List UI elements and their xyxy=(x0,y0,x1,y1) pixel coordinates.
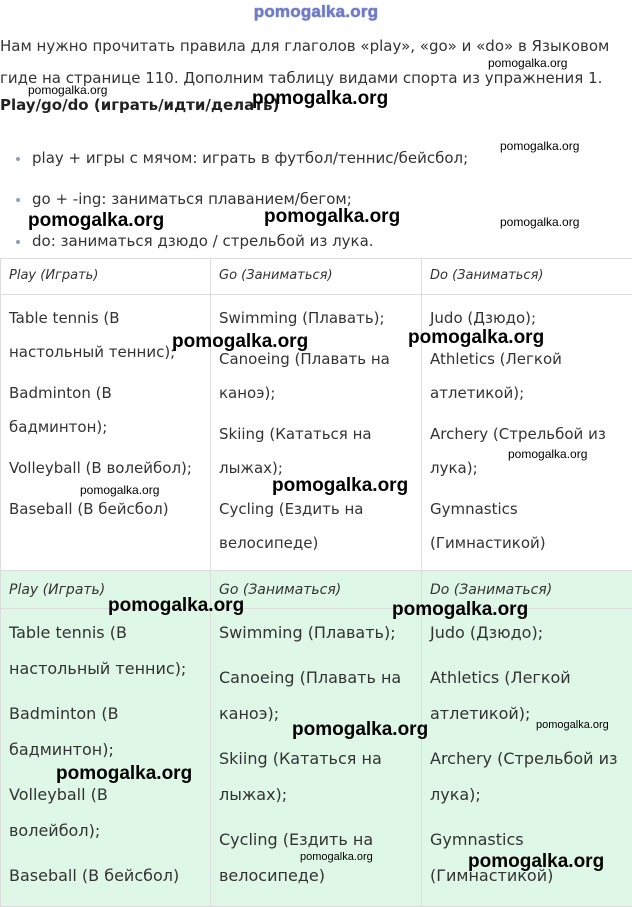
bullet-icon xyxy=(16,198,20,202)
table-entry: Athletics (Легкой атлетикой); xyxy=(430,342,624,410)
table-entry: Canoeing (Плавать на каноэ); xyxy=(219,660,413,732)
watermark: pomogalka.org xyxy=(80,483,159,497)
table-entry: Gymnastics (Гимнастикой) xyxy=(430,492,624,560)
list-item-text: go + -ing: заниматься плаванием/бегом; xyxy=(32,190,352,208)
table-entry: Badminton (В бадминтон); xyxy=(9,696,202,768)
table-entry: Cycling (Ездить на велосипеде) xyxy=(219,492,413,560)
table-entry: Volleyball (В волейбол); xyxy=(9,451,202,485)
table-entry: Swimming (Плавать); xyxy=(219,301,413,335)
watermark: pomogalka.org xyxy=(500,139,579,153)
watermark: pomogalka.org xyxy=(264,206,400,228)
column-header-play: Play (Играть) xyxy=(1,259,211,295)
watermark: pomogalka.org xyxy=(252,88,388,110)
column-header-go: Go (Заниматься) xyxy=(211,259,422,295)
watermark: pomogalka.org xyxy=(468,851,604,873)
watermark: pomogalka.org xyxy=(508,447,587,461)
table-header-row xyxy=(1,259,632,295)
table-entry: Cycling (Ездить на велосипеде) xyxy=(219,822,413,894)
bullet-icon xyxy=(16,157,20,161)
table-entry: Gymnastics (Гимнастикой) xyxy=(430,822,624,894)
section-heading: Play/go/do (играть/идти/делать) xyxy=(0,96,279,114)
table-entry: Table tennis (В настольный теннис); xyxy=(9,301,202,369)
table-entry: Badminton (В бадминтон); xyxy=(9,376,202,444)
table-entry: Volleyball (В волейбол); xyxy=(9,777,202,849)
table-entry: Baseball (В бейсбол) xyxy=(9,858,202,894)
table-entry: Archery (Стрельбой из лука); xyxy=(430,741,624,813)
table-entry: Athletics (Легкой атлетикой); xyxy=(430,660,624,732)
table-entry: Table tennis (В настольный теннис); xyxy=(9,615,202,687)
table-entry: Judo (Дзюдо); xyxy=(430,301,624,335)
intro-paragraph: Нам нужно прочитать правила для глаголов «play», «go» и «do» в Языковом гиде на странице 110. Дополним таблицу видами спорта из упражнения 1. xyxy=(0,30,628,94)
watermark: pomogalka.org xyxy=(292,719,428,741)
play-cell xyxy=(1,609,211,907)
bullet-icon xyxy=(16,240,20,244)
watermark: pomogalka.org xyxy=(408,327,544,349)
watermark: pomogalka.org xyxy=(172,331,308,353)
watermark: pomogalka.org xyxy=(28,210,164,232)
table-entry: Judo (Дзюдо); xyxy=(430,615,624,651)
watermark: pomogalka.org xyxy=(300,851,373,863)
watermark: pomogalka.org xyxy=(272,475,408,497)
table-entry: Archery (Стрельбой из лука); xyxy=(430,417,624,485)
table-entry: Baseball (В бейсбол) xyxy=(9,492,202,526)
sports-table xyxy=(0,258,632,572)
list-item-text: do: заниматься дзюдо / стрельбой из лука. xyxy=(32,232,374,250)
list-item-text: play + игры с мячом: играть в футбол/теннис/бейсбол; xyxy=(32,149,468,167)
watermark: pomogalka.org xyxy=(28,83,107,97)
table-header-row xyxy=(1,571,632,609)
column-header-do: Do (Заниматься) xyxy=(422,259,632,295)
watermark: pomogalka.org xyxy=(500,215,579,229)
table-entry: Skiing (Кататься на лыжах); xyxy=(219,741,413,813)
watermark: pomogalka.org xyxy=(108,595,244,617)
watermark: pomogalka.org xyxy=(56,763,192,785)
table-entry: Swimming (Плавать); xyxy=(219,615,413,651)
watermark: pomogalka.org xyxy=(536,719,609,731)
site-logo[interactable]: pomogalka.org xyxy=(0,2,632,22)
column-header-do: Do (Заниматься) xyxy=(422,571,632,609)
column-header-go: Go (Заниматься) xyxy=(211,571,422,609)
watermark: pomogalka.org xyxy=(392,599,528,621)
column-header-play: Play (Играть) xyxy=(1,571,211,609)
table-entry: Canoeing (Плавать на каноэ); xyxy=(219,342,413,410)
watermark: pomogalka.org xyxy=(488,56,567,70)
table-entry: Skiing (Кататься на лыжах); xyxy=(219,417,413,485)
